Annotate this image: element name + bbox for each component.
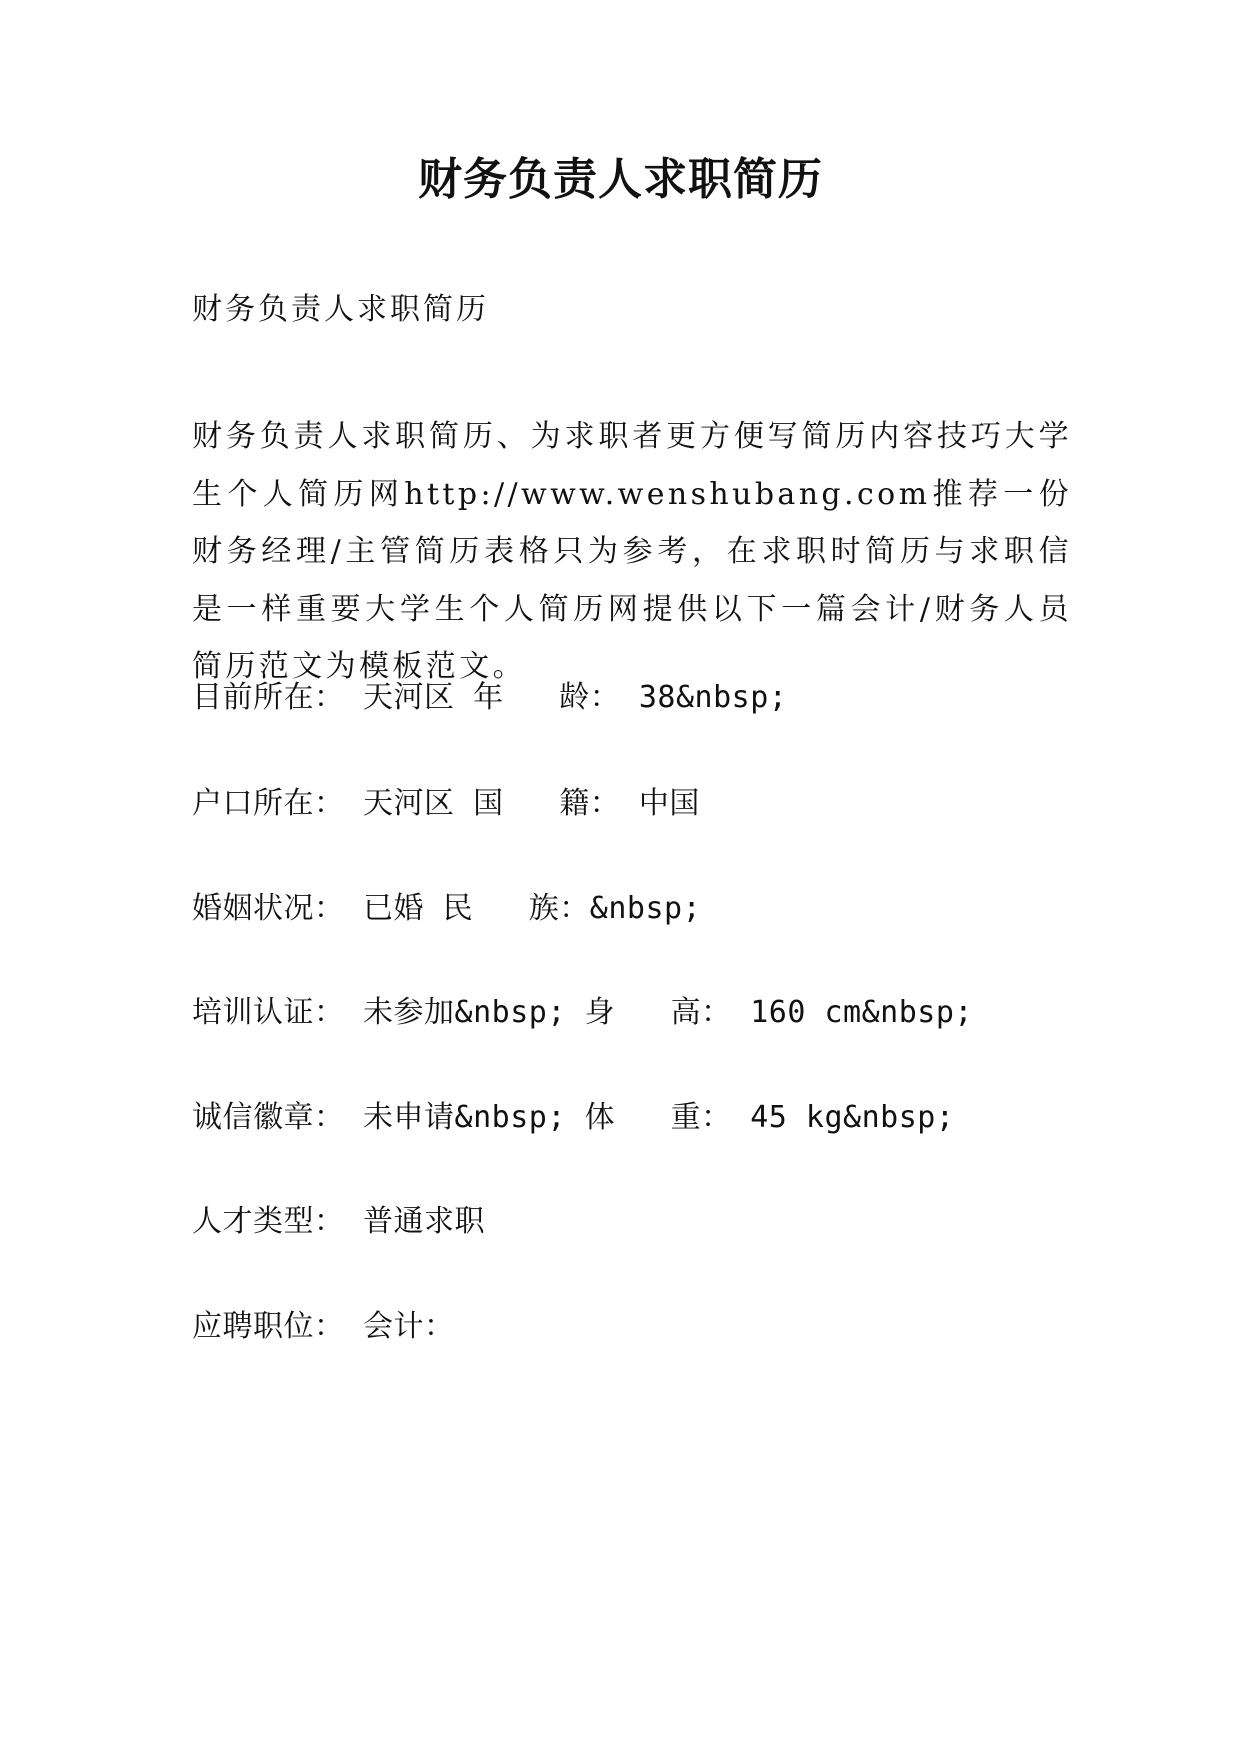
- field-current-location: 目前所在： 天河区 年 龄： 38&nbsp;: [192, 680, 788, 715]
- field-household-registration: 户口所在： 天河区 国 籍： 中国: [192, 786, 700, 821]
- field-applied-position: 应聘职位： 会计：: [192, 1309, 455, 1344]
- field-marital-status: 婚姻状况： 已婚 民 族：&nbsp;: [192, 891, 702, 926]
- document-title: 财务负责人求职简历: [418, 154, 823, 205]
- field-training-certification: 培训认证： 未参加&nbsp; 身 高： 160 cm&nbsp;: [192, 995, 973, 1030]
- field-talent-type: 人才类型： 普通求职: [192, 1204, 486, 1239]
- intro-paragraph: 财务负责人求职简历、为求职者更方便写简历内容技巧大学生个人简历网http://www.wenshubang.com推荐一份财务经理/主管简历表格只为参考，在求职时简历与求职信是一样重要大学生个人简历网提供以下一篇会计/财务人员简历范文为模板范文。: [192, 419, 1072, 684]
- document-subtitle: 财务负责人求职简历: [192, 292, 489, 327]
- field-integrity-badge: 诚信徽章： 未申请&nbsp; 体 重： 45 kg&nbsp;: [192, 1100, 955, 1135]
